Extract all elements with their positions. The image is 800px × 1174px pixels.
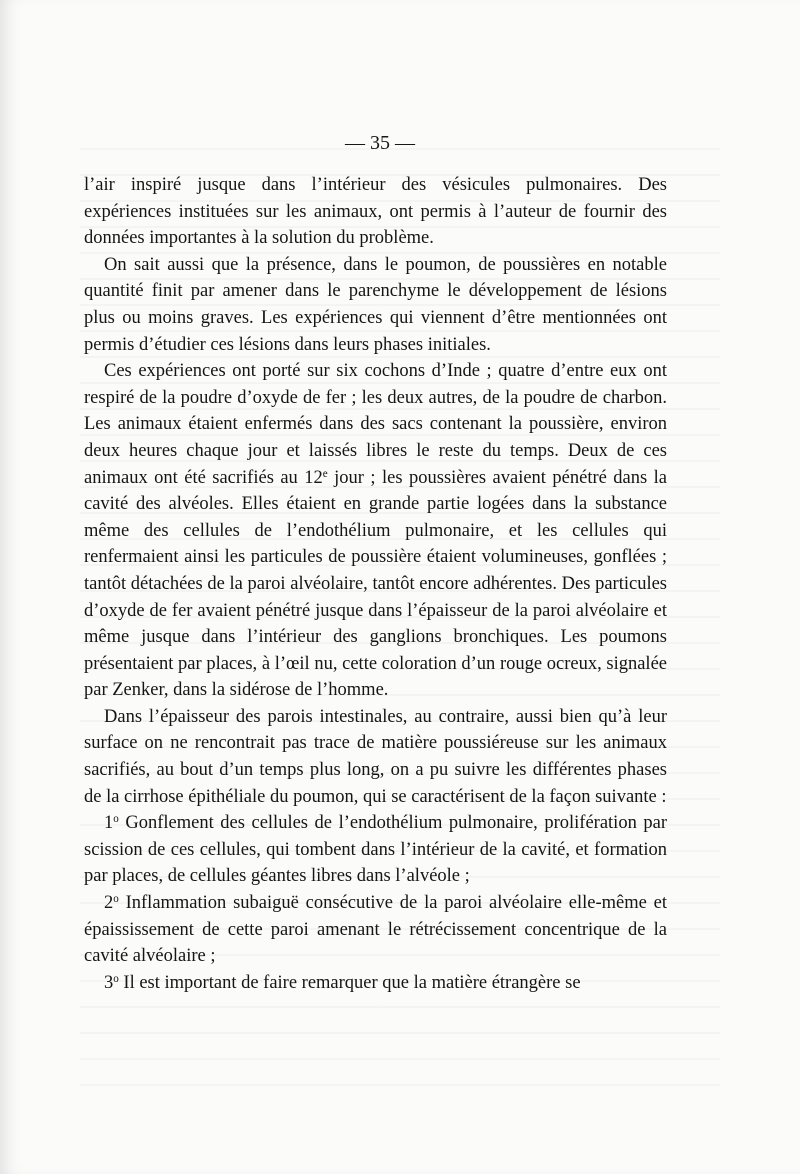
list-item-1 [84, 810, 667, 890]
paragraph-3 [84, 358, 667, 704]
list-item-text: Il est important de faire remarquer que la matière étrangère se [118, 972, 581, 993]
paragraph-3-part-2: jour ; les poussières avaient pénétré dans la cavité des alvéoles. Elles étaient en grande partie logées dans la substance même des cellules de l’endothélium pulmonaire, et les cellules qui renfermaient ainsi les particules de poussière étaient volumineuses, gonflées ; tantôt détachées de la paroi alvéolaire, tantôt encore adhérentes. Des particules d’oxyde de fer avaient pénétré jusque dans l’épaisseur de la paroi alvéolaire et même jusque dans l’intérieur des ganglions bronchiques. Les poumons présentaient par places, à l’œil nu, cette coloration d’un rouge ocreux, signalée par Zenker, dans la sidérose de l’homme. [84, 467, 667, 701]
list-item-2 [84, 890, 667, 970]
list-ordinal: o [113, 813, 119, 826]
list-number: 3 [104, 972, 114, 993]
list-ordinal: o [113, 892, 119, 905]
list-number: 1 [104, 813, 114, 834]
list-number: 2 [104, 893, 114, 914]
list-item-3 [84, 970, 667, 997]
page-number: — 35 — [345, 132, 415, 154]
ordinal-superscript: e [322, 467, 328, 480]
list-item-text: Inflammation subaiguë consécutive de la paroi alvéolaire elle-même et épaississement de cette paroi amenant le rétrécissement concentrique de la cavité alvéolaire ; [84, 893, 667, 967]
body-text [84, 172, 667, 996]
paragraph-3-part-1: Ces expériences ont porté sur six cochons d’Inde ; quatre d’entre eux ont respiré de la poudre d’oxyde de fer ; les deux autres, de la poudre de charbon. Les animaux étaient enfermés dans des sacs contenant la poussière, environ deux heures chaque jour et laissés libres le reste du temps. Deux de ces animaux ont été sacrifiés au 12 [84, 361, 667, 488]
paragraph-1: l’air inspiré jusque dans l’intérieur des vésicules pulmonaires. Des expériences instituées sur les animaux, ont permis à l’auteur de fournir des données importantes à la solution du problème. [84, 175, 667, 249]
paragraph-4: Dans l’épaisseur des parois intestinales, au contraire, aussi bien qu’à leur surface on ne rencontrait pas trace de matière poussiéreuse sur les animaux sacrifiés, au bout d’un temps plus long, on a pu suivre les différentes phases de la cirrhose épithéliale du poumon, qui se caractérisent de la façon suivante : [84, 706, 667, 807]
list-item-text: Gonflement des cellules de l’endothélium pulmonaire, prolifération par scission de ces cellules, qui tombent dans l’intérieur de la cavité, et formation par places, de cellules géantes libres dans l’alvéole ; [84, 813, 667, 887]
list-ordinal: o [113, 972, 119, 985]
paragraph-2: On sait aussi que la présence, dans le poumon, de poussières en notable quantité finit par amener dans le parenchyme le développement de lésions plus ou moins graves. Les expériences qui viennent d’être mentionnées ont permis d’étudier ces lésions dans leurs phases initiales. [84, 254, 667, 355]
